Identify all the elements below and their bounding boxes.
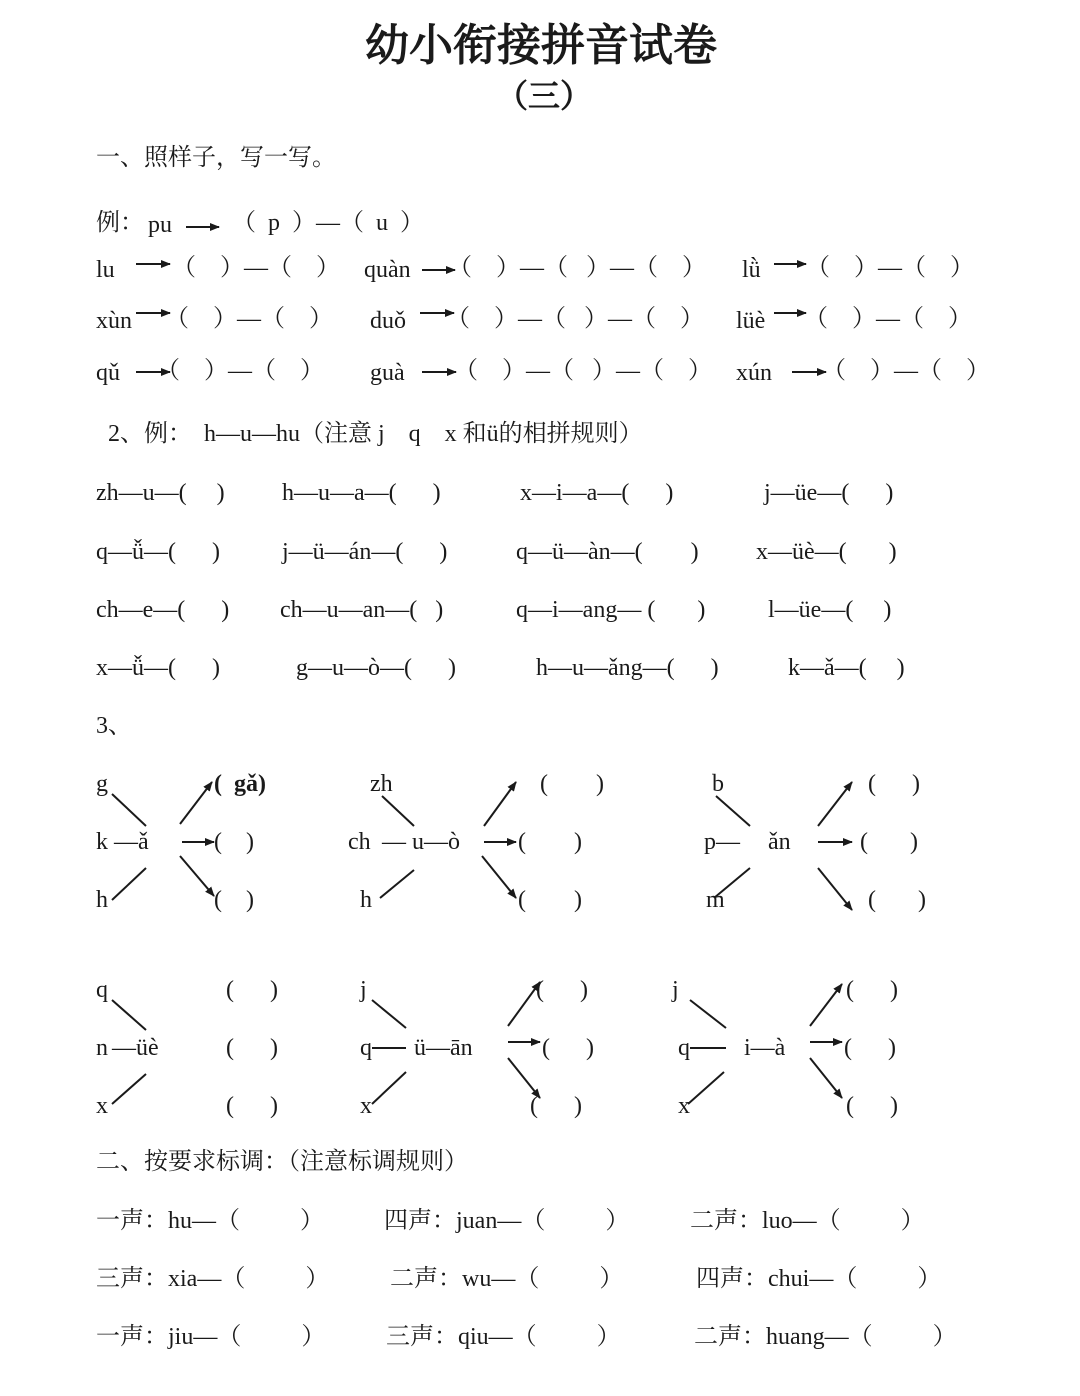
s1-item-blanks: （ ）—（ ）—（ ） xyxy=(446,306,704,332)
tone-item: 二声：wu—（ ） xyxy=(390,1266,624,1292)
answer-slot: ( ) xyxy=(868,771,920,797)
s2-item: l—üe—( ) xyxy=(768,597,892,623)
initial: j xyxy=(360,977,367,1003)
answer-slot: ( ) xyxy=(226,1035,278,1061)
answer-slot: ( ) xyxy=(518,829,582,855)
s1-item-syllable: xùn xyxy=(96,308,132,334)
s1-item-blanks: （ ）—（ ） xyxy=(156,358,324,384)
initial: h xyxy=(360,887,372,913)
answer-slot: ( ) xyxy=(846,977,898,1003)
tone-item: 三声：qiu—（ ） xyxy=(386,1324,621,1350)
arrow-icon xyxy=(818,782,852,826)
page-title: 幼小衔接拼音试卷 xyxy=(365,21,717,70)
s1-item-syllable: lüè xyxy=(736,308,766,334)
initial: p— xyxy=(704,829,740,855)
initial: n xyxy=(96,1035,108,1061)
s1-item-blanks: （ ）—（ ） xyxy=(804,306,972,332)
final: ü—ān xyxy=(414,1035,473,1061)
answer-slot: ( ) xyxy=(518,887,582,913)
tone-item: 四声：juan—（ ） xyxy=(384,1208,630,1234)
initial: q xyxy=(678,1035,690,1061)
answer-slot: ( ) xyxy=(226,1093,278,1119)
tone-item: 一声：hu—（ ） xyxy=(96,1208,324,1234)
tone-item: 二声：luo—（ ） xyxy=(690,1208,925,1234)
final: i—à xyxy=(744,1035,786,1061)
initial: h xyxy=(96,887,108,913)
s2-item: x—i—a—( ) xyxy=(520,480,674,506)
answer-slot: ( ) xyxy=(860,829,918,855)
initial: ch xyxy=(348,829,371,855)
answer-slot: ( ) xyxy=(868,887,926,913)
initial: zh xyxy=(370,771,393,797)
answer-slot: ( ) xyxy=(214,887,254,913)
initial: m xyxy=(706,887,725,913)
s2-item: ch—u—an—( ) xyxy=(280,597,444,623)
s1-item-blanks: （ ）—（ ） xyxy=(172,255,340,281)
section-3-heading: 3、 xyxy=(96,713,132,739)
section-1-heading: 一、照样子，写一写。 xyxy=(96,145,336,171)
s1-item-syllable: xún xyxy=(736,360,772,386)
initial: x xyxy=(678,1093,690,1119)
s2-item: k—ǎ—( ) xyxy=(788,655,905,681)
s1-item-blanks: （ ）—（ ） xyxy=(806,255,974,281)
answer-slot: ( ) xyxy=(540,771,604,797)
initial: x xyxy=(96,1093,108,1119)
example-label: 例： xyxy=(96,210,144,236)
arrow-icon xyxy=(508,1058,540,1098)
s1-item-blanks: （ ）—（ ） xyxy=(822,358,990,384)
s1-item-blanks: （ ）—（ ）—（ ） xyxy=(454,358,712,384)
arrow-icon xyxy=(180,856,214,896)
tone-item: 一声：jiu—（ ） xyxy=(96,1324,326,1350)
s2-item: q—ü—àn—( ) xyxy=(516,539,699,565)
arrow-icon xyxy=(508,982,540,1026)
answer-slot: ( ) xyxy=(530,1093,582,1119)
s2-item: j—üe—( ) xyxy=(764,480,894,506)
s2-item: x—ǚ—( ) xyxy=(96,655,220,681)
s2-item: x—üè—( ) xyxy=(756,539,897,565)
tone-item: 二声：huang—（ ） xyxy=(694,1324,957,1350)
initial: q xyxy=(96,977,108,1003)
arrow-icon xyxy=(818,868,852,910)
example-syllable: pu xyxy=(148,212,172,238)
s1-item-syllable: quàn xyxy=(364,257,411,283)
s1-item-syllable: qǔ xyxy=(96,360,120,386)
example-answer: （ p ）—（ u ） xyxy=(232,210,424,236)
answer-slot: ( gǎ) xyxy=(214,771,266,797)
initial: j xyxy=(672,977,679,1003)
s2-item: j—ü—án—( ) xyxy=(282,539,448,565)
s2-item: q—ǚ—( ) xyxy=(96,539,220,565)
tone-item: 四声：chui—（ ） xyxy=(696,1266,942,1292)
answer-slot: ( ) xyxy=(214,829,254,855)
arrow-icon xyxy=(810,984,842,1026)
final: —ǎ xyxy=(114,829,149,855)
tone-item: 三声：xia—（ ） xyxy=(96,1266,330,1292)
initial: q xyxy=(360,1035,372,1061)
s1-item-syllable: guà xyxy=(370,360,405,386)
initial: x xyxy=(360,1093,372,1119)
answer-slot: ( ) xyxy=(844,1035,896,1061)
s2-item: h—u—ǎng—( ) xyxy=(536,655,719,681)
initial: k xyxy=(96,829,108,855)
arrow-icon xyxy=(484,782,516,826)
arrow-icon xyxy=(180,782,212,824)
arrow-icon xyxy=(810,1058,842,1098)
s1-item-syllable: duǒ xyxy=(370,308,406,334)
s1-item-blanks: （ ）—（ ） xyxy=(165,306,333,332)
final: — u—ò xyxy=(382,829,460,855)
page-subtitle: （三） xyxy=(496,78,593,114)
final: ǎn xyxy=(768,829,791,855)
answer-slot: ( ) xyxy=(542,1035,594,1061)
s2-item: q—i—ang— ( ) xyxy=(516,597,706,623)
answer-slot: ( ) xyxy=(536,977,588,1003)
initial: b xyxy=(712,771,724,797)
arrow-icon xyxy=(482,856,516,898)
s1-item-blanks: （ ）—（ ）—（ ） xyxy=(448,255,706,281)
initial: g xyxy=(96,771,108,797)
s1-item-syllable: lu xyxy=(96,257,115,283)
s1-item-syllable: lǜ xyxy=(742,257,761,283)
s2-item: zh—u—( ) xyxy=(96,480,225,506)
s2-item: ch—e—( ) xyxy=(96,597,230,623)
final: —üè xyxy=(112,1035,159,1061)
section-4-heading: 二、按要求标调：（注意标调规则） xyxy=(96,1149,468,1175)
s2-item: h—u—a—( ) xyxy=(282,480,441,506)
answer-slot: ( ) xyxy=(846,1093,898,1119)
s2-item: g—u—ò—( ) xyxy=(296,655,456,681)
section-2-heading: 2、例： h—u—hu（注意 j q x 和ü的相拼规则） xyxy=(108,421,643,447)
answer-slot: ( ) xyxy=(226,977,278,1003)
